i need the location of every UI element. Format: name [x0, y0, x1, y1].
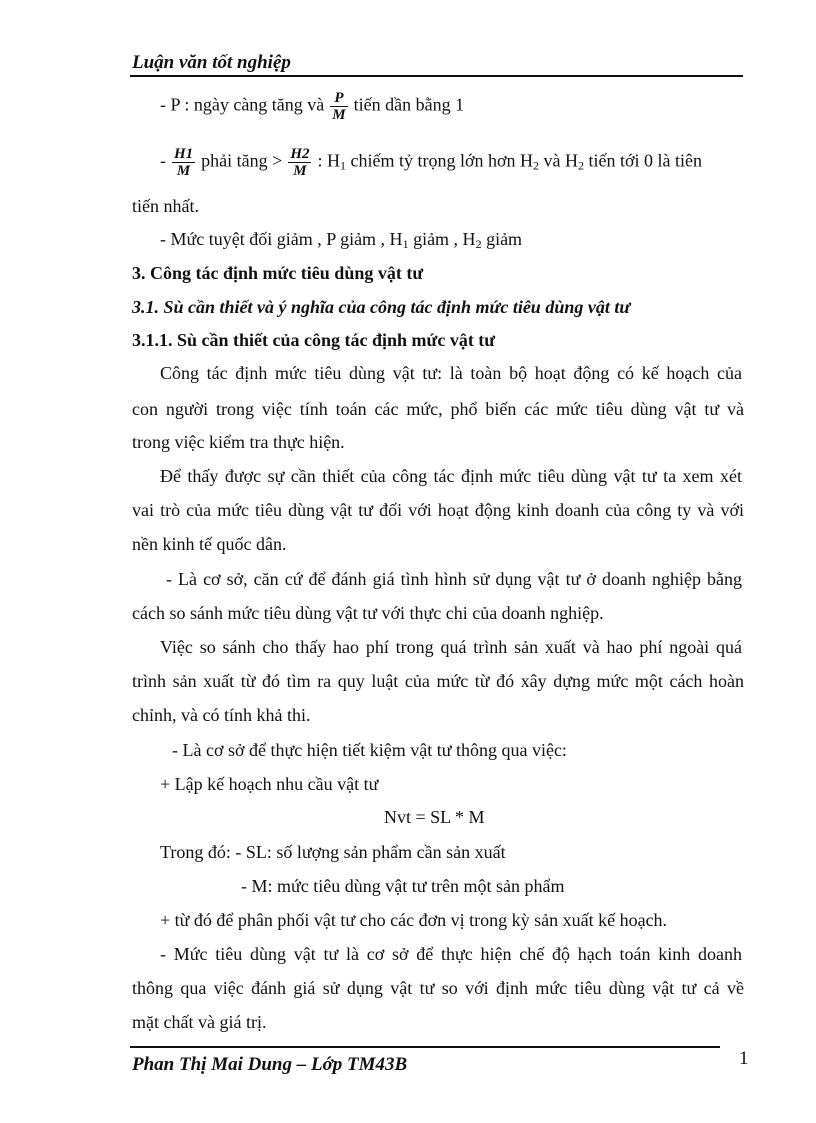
paragraph-line: - Mức tiêu dùng vật tư là cơ sở để thực hiện chế độ hạch toán kinh doanh	[160, 944, 742, 964]
fraction-h1-over-m: $\frac{H1}{M}$	[174, 146, 194, 179]
paragraph-line: con người trong việc tính toán các mức, phổ biến các mức tiêu dùng vật tư và	[132, 399, 744, 419]
formula-h-line: - $\frac{H1}{M}$ phải tăng > $\frac{H2}{M}$ : $H_1$ chiếm tỷ trọng lớn hơn $H_2$ và $H_2$ tiến tới 0 là tiên	[160, 146, 702, 179]
paragraph-line: nền kinh tế quốc dân.	[132, 534, 287, 554]
fraction-h2-over-m: $\frac{H2}{M}$	[290, 146, 310, 179]
reduce-line: - Mức tuyệt đối giảm , P giảm , $H_1$ giảm , $H_2$ giảm	[160, 229, 523, 251]
paragraph-line: + từ đó để phân phối vật tư cho các đơn vị trong kỳ sản xuất kế hoạch.	[160, 910, 668, 930]
paragraph-line: mặt chất và giá trị.	[132, 1012, 267, 1032]
formula-p-line	[160, 90, 464, 123]
formula-p-prefix: - P : ngày càng tăng và	[160, 94, 325, 115]
section-heading-3: 3. Công tác định mức tiêu dùng vật tư	[132, 263, 424, 283]
paragraph-line: - M: mức tiêu dùng vật tư trên một sản phẩm	[241, 876, 565, 896]
equation: Nvt = SL * M	[384, 807, 485, 827]
paragraph-line: trình sản xuất từ đó tìm ra quy luật của mức từ đó xây dựng mức một cách hoàn	[132, 671, 744, 691]
paragraph-line: - Là cơ sở để thực hiện tiết kiệm vật tư thông qua việc:	[172, 740, 567, 760]
section-heading-3-1-1: 3.1.1. Sù cần thiết của công tác định mức vật tư	[132, 330, 496, 350]
paragraph-line: Công tác định mức tiêu dùng vật tư: là toàn bộ hoạt động có kế hoạch của	[160, 363, 742, 383]
paragraph-line: Để thấy được sự cần thiết của công tác định mức tiêu dùng vật tư ta xem xét	[160, 466, 742, 486]
fraction-p-over-m: $\frac{P}{M}$	[332, 90, 346, 123]
paragraph-line: Trong đó: - SL: số lượng sản phẩm cần sản xuất	[160, 842, 506, 862]
page-number: 1	[739, 1048, 749, 1069]
footer-rule	[130, 1046, 720, 1048]
paragraph-line: + Lập kế hoạch nhu cầu vật tư	[160, 774, 379, 794]
paragraph-line: cách so sánh mức tiêu dùng vật tư với thực chi của doanh nghiệp.	[132, 603, 604, 623]
formula-p-suffix: tiến dần bằng 1	[353, 94, 465, 115]
paragraph-line: thông qua việc đánh giá sử dụng vật tư so với định mức tiêu dùng vật tư cả về	[132, 978, 744, 998]
paragraph-line: vai trò của mức tiêu dùng vật tư đối với hoạt động kinh doanh của công ty và với	[132, 500, 744, 520]
paragraph-line: Việc so sánh cho thấy hao phí trong quá trình sản xuất và hao phí ngoài quá	[160, 637, 742, 657]
paragraph-line: chỉnh, và có tính khả thi.	[132, 705, 311, 725]
header-rule	[130, 75, 743, 77]
paragraph-line: trong việc kiểm tra thực hiện.	[132, 432, 345, 452]
section-heading-3-1: 3.1. Sù cần thiết và ý nghĩa của công tác định mức tiêu dùng vật tư	[132, 297, 631, 317]
formula-h-continuation: tiến nhất.	[132, 196, 199, 216]
paragraph-line: - Là cơ sở, căn cứ để đánh giá tình hình sử dụng vật tư ở doanh nghiệp bằng	[166, 569, 742, 589]
footer-author: Phan Thị Mai Dung – Lớp TM43B	[132, 1054, 408, 1075]
running-header: Luận văn tốt nghiệp	[132, 52, 291, 73]
